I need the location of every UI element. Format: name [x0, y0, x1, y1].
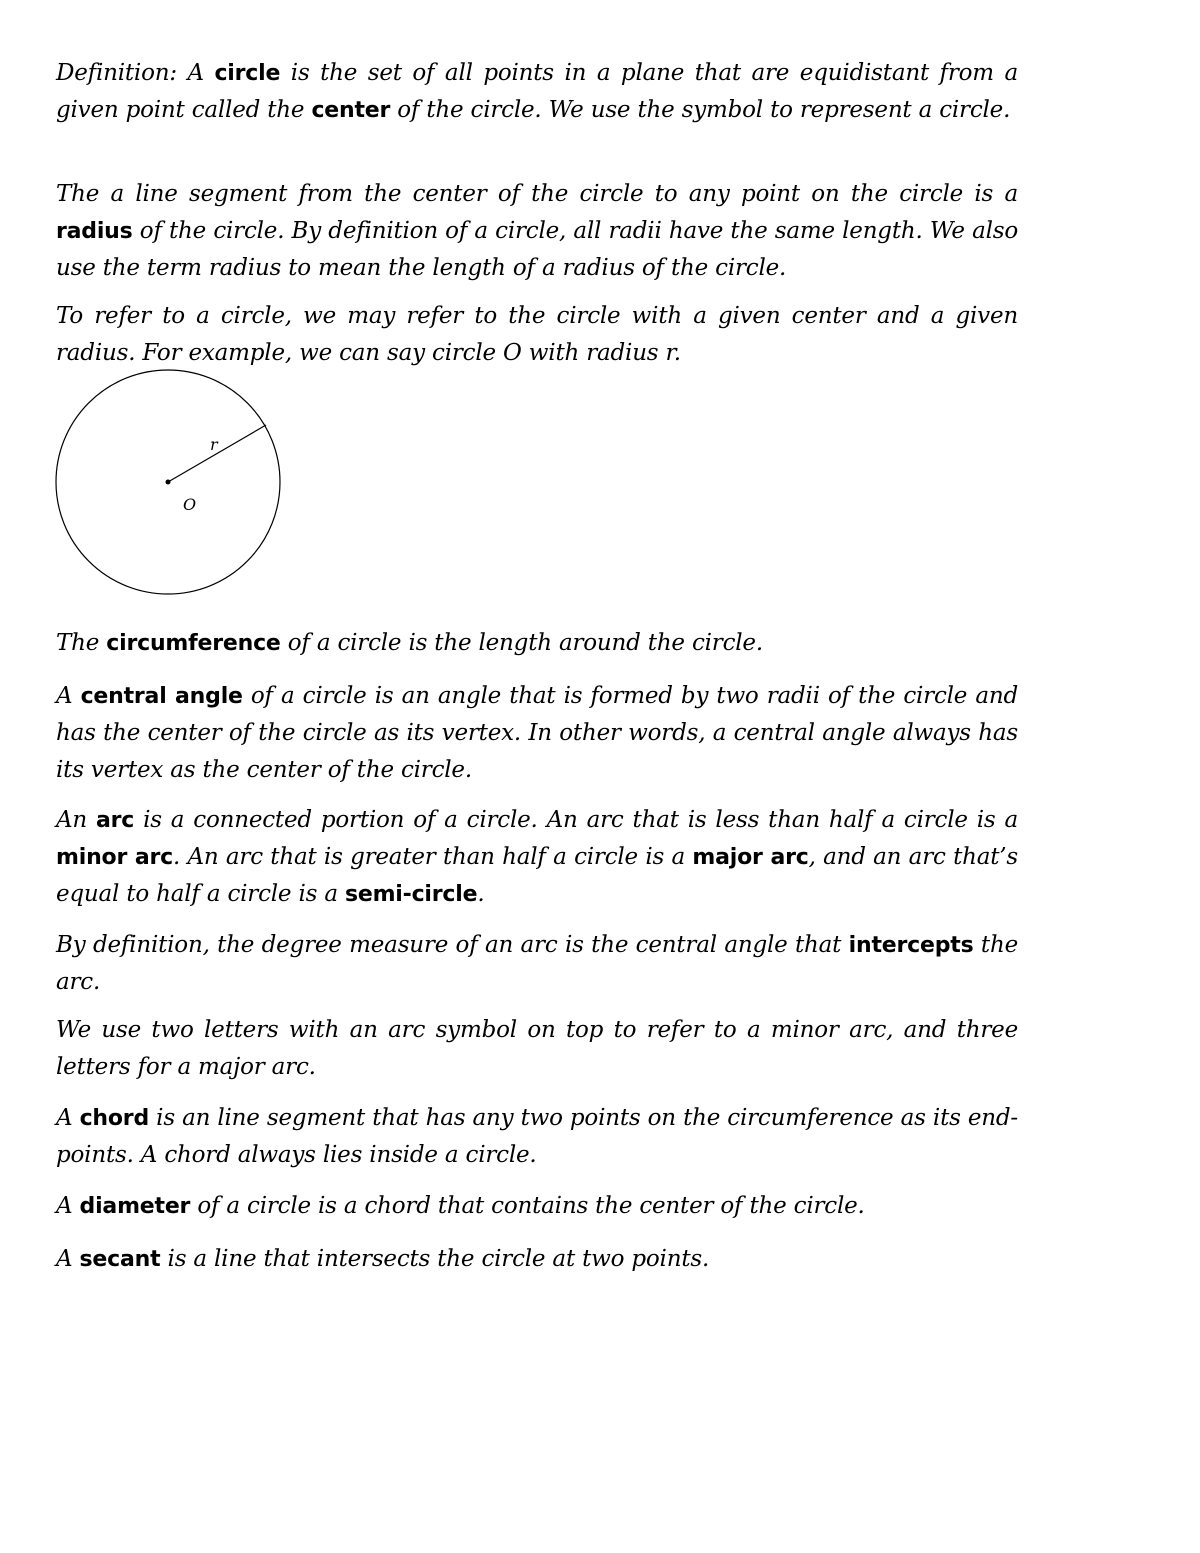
term-bold: secant: [79, 1247, 161, 1272]
term-bold: radius: [56, 219, 133, 244]
text-segment: of the circle. We use the symbol to represent a circle.: [390, 97, 1011, 123]
term-bold: minor arc: [56, 845, 173, 870]
circle-figure: [50, 366, 290, 606]
text-segment: The: [56, 630, 107, 656]
text-segment: By definition, the degree measure of an arc is the central angle that: [56, 932, 849, 958]
text-segment: .: [477, 881, 485, 907]
text-segment: . An arc that is greater than half a circle is a: [172, 844, 693, 870]
text-segment: A: [56, 1193, 80, 1219]
text-segment: To refer to a circle, we may refer to the circle with a given center and a given radius. For example, we can say circle O with radius r.: [56, 303, 1018, 366]
center-label: O: [183, 495, 197, 514]
arc-notation-paragraph: [56, 1012, 1018, 1086]
chord-paragraph: [56, 1100, 1018, 1174]
text-segment: The a line segment from the center of the circle to any point on the circle is a: [56, 181, 1018, 207]
text-segment: of a circle is the length around the circle.: [280, 630, 763, 656]
term-bold: arc: [95, 808, 135, 833]
text-segment: is a connected portion of a circle. An arc that is less than half a circle is a: [134, 807, 1018, 833]
degree-measure-paragraph: [56, 927, 1018, 1001]
arc-paragraph: [56, 802, 1018, 913]
term-bold: circle: [214, 61, 281, 86]
term-bold: semi-circle: [344, 882, 478, 907]
center-point: [166, 480, 171, 485]
radius-paragraph: [56, 176, 1018, 287]
term-bold: circumference: [106, 631, 281, 656]
text-segment: of the circle. By definition of a circle, all radii have the same length. We also use the term radius to mean the length of a radius of the circle.: [56, 218, 1018, 281]
text-segment: A: [56, 1246, 80, 1272]
text-segment: of a circle is an angle that is formed by two radii of the circle and has the center of the circle as its vertex. In other words, a central angle always has its vertex as the center of the circle.: [56, 683, 1018, 783]
secant-paragraph: [56, 1241, 1018, 1278]
refer-circle-paragraph: [56, 298, 1018, 372]
text-segment: is a line that intersects the circle at two points.: [160, 1246, 710, 1272]
text-segment: the arc.: [56, 932, 1018, 995]
text-segment: is the set of all points in a plane that are equidistant from a given point called the: [56, 60, 1019, 123]
term-bold: major arc: [692, 845, 809, 870]
term-bold: central angle: [80, 684, 243, 709]
text-segment: is an line segment that has any two points on the circumference as its end-points. A chord always lies inside a circle.: [56, 1105, 1018, 1168]
text-segment: An: [56, 807, 96, 833]
text-segment: We use two letters with an arc symbol on top to refer to a minor arc, and three letters for a major arc.: [56, 1017, 1018, 1080]
central-angle-paragraph: [56, 678, 1018, 789]
diameter-paragraph: [56, 1188, 1018, 1225]
term-bold: diameter: [79, 1194, 191, 1219]
text-segment: of a circle is a chord that contains the center of the circle.: [190, 1193, 865, 1219]
text-segment: Definition: A: [56, 60, 215, 86]
circumference-paragraph: [56, 625, 1018, 662]
text-segment: A: [56, 1105, 80, 1131]
term-bold: intercepts: [848, 933, 974, 958]
term-bold: center: [311, 98, 391, 123]
radius-label: r: [210, 435, 218, 454]
text-segment: A: [56, 683, 81, 709]
text-segment: , and an arc that’s equal to half a circle is a: [56, 844, 1018, 907]
definition-circle-paragraph: [56, 55, 1018, 129]
term-bold: chord: [79, 1106, 149, 1131]
